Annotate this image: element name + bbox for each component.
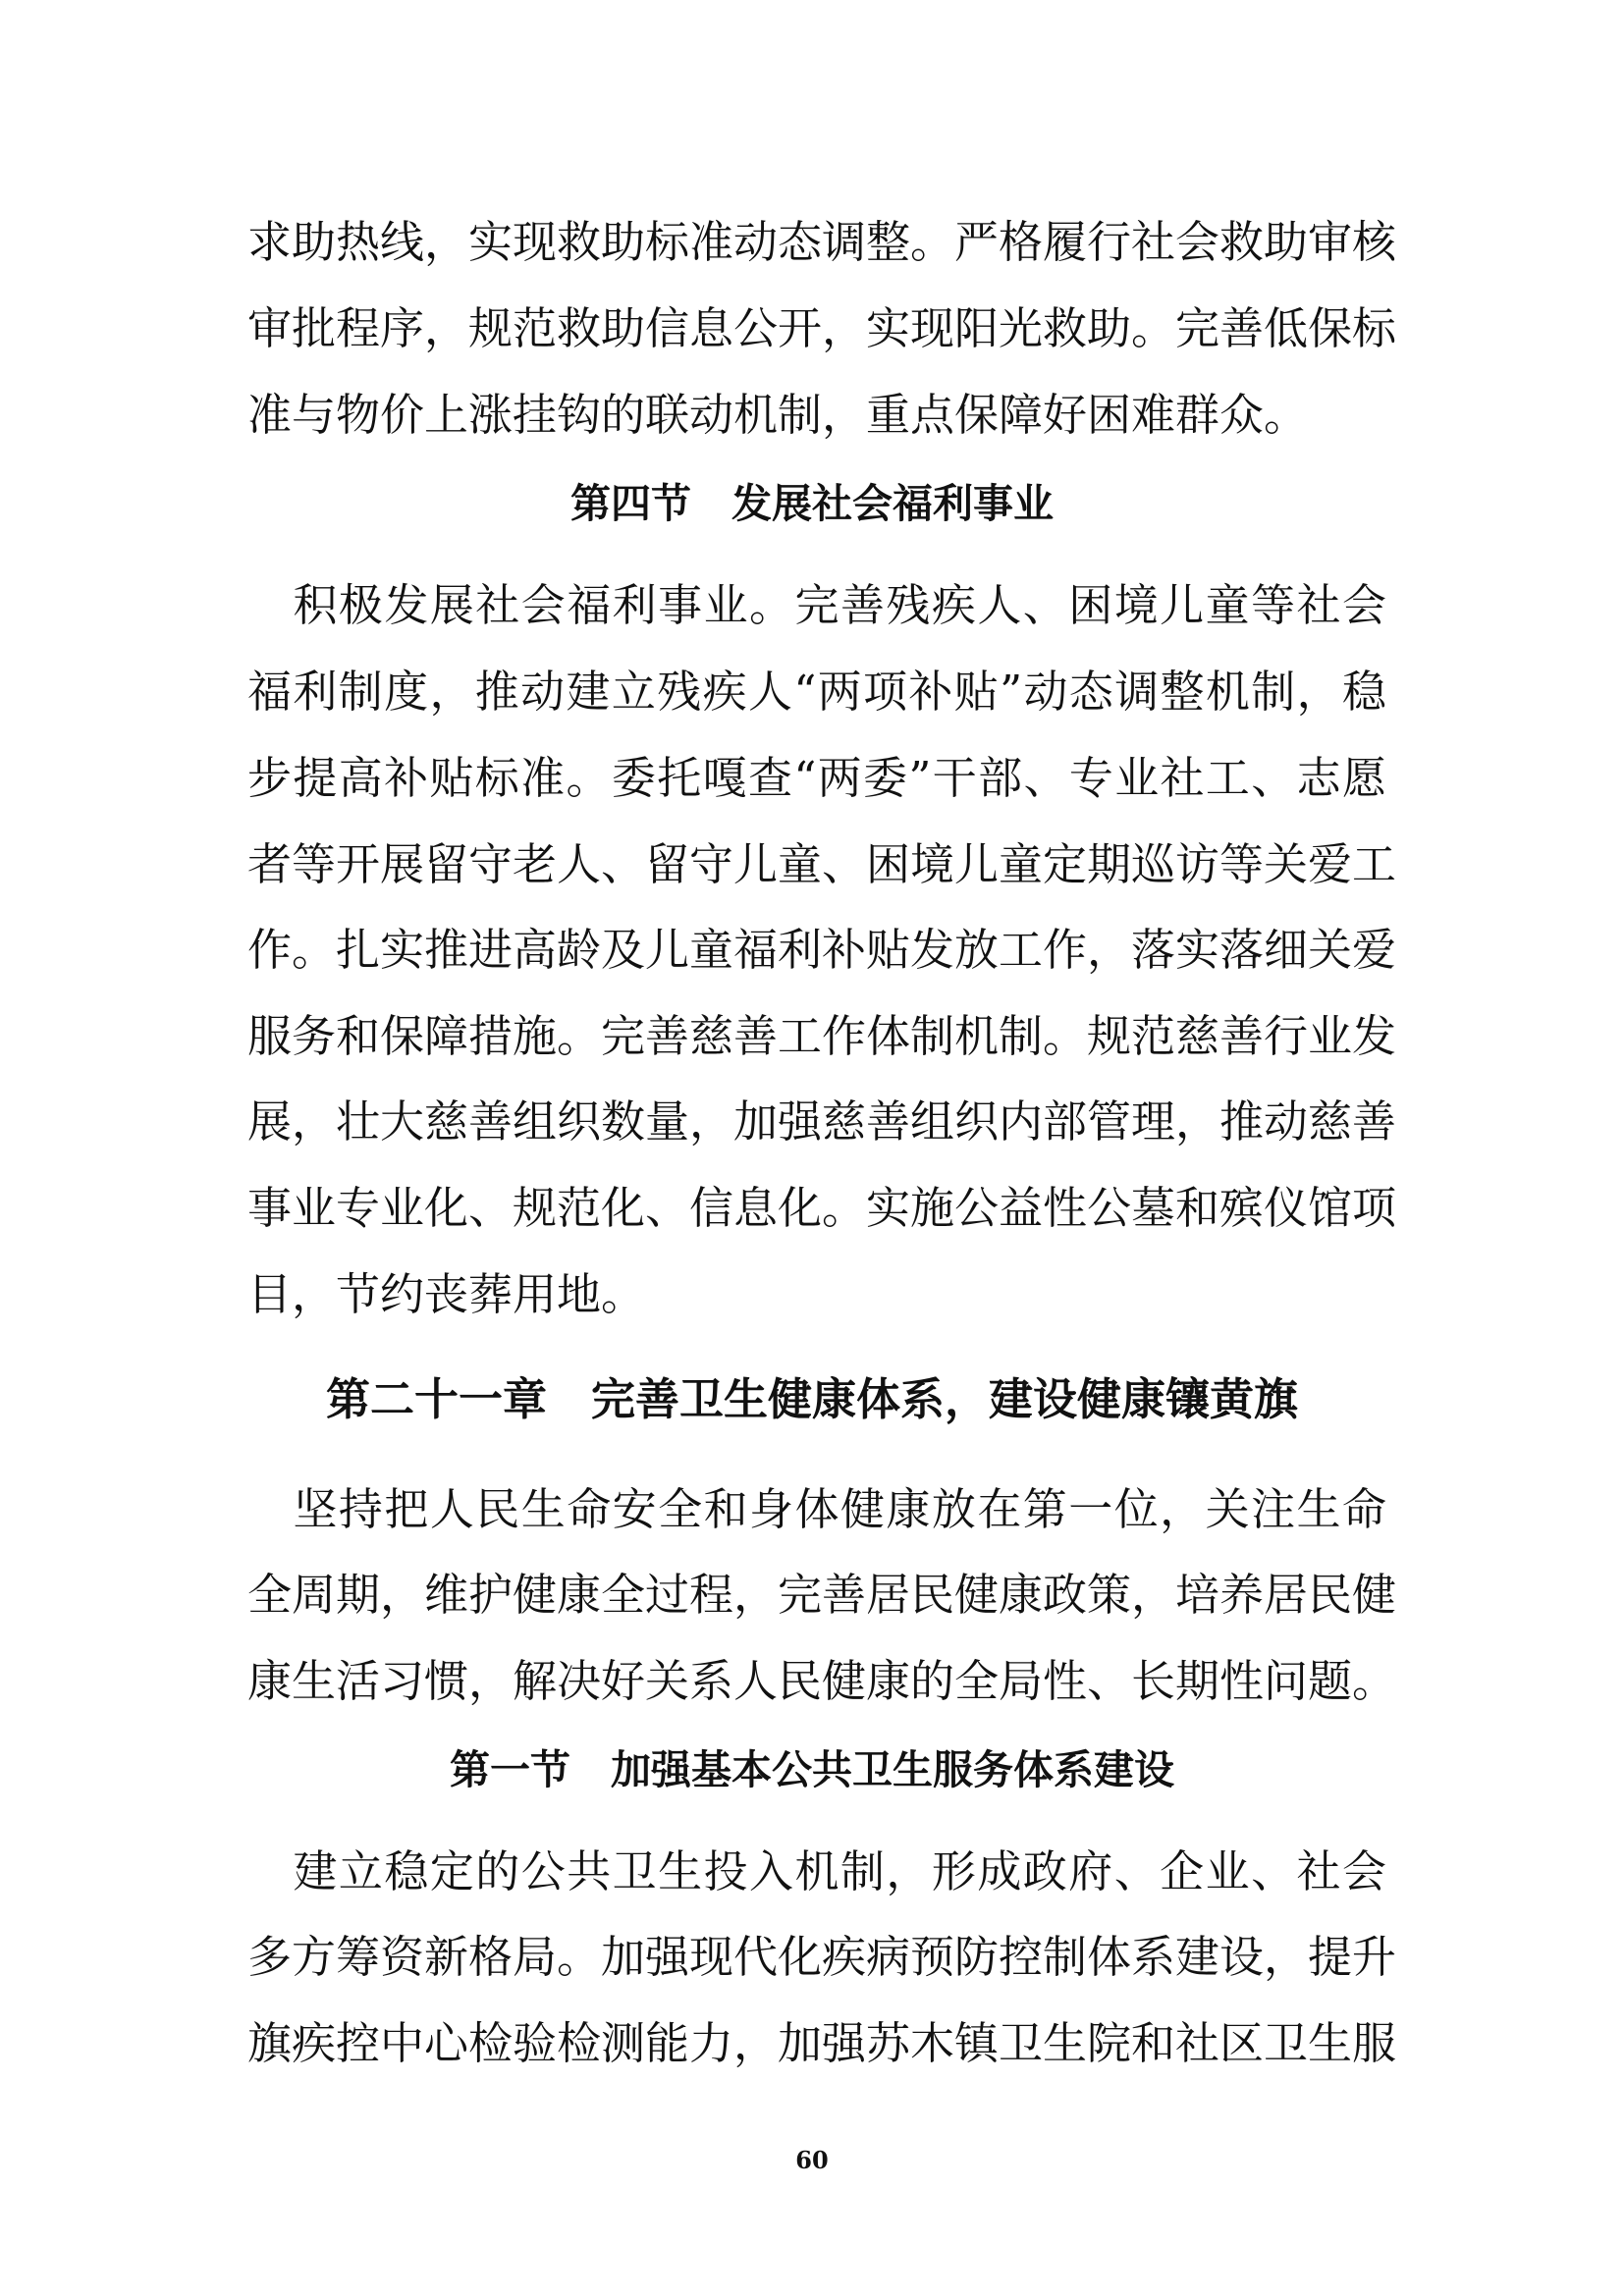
- paragraph-line: 福利制度，推动建立残疾人“两项补贴”动态调整机制，稳: [247, 666, 1386, 718]
- paragraph-line: 者等开展留守老人、留守儿童、困境儿童定期巡访等关爱工: [247, 838, 1397, 890]
- paragraph-line: 目，节约丧葬用地。: [247, 1268, 646, 1320]
- paragraph-line: 建立稳定的公共卫生投入机制，形成政府、企业、社会: [247, 1845, 1386, 1897]
- page-number: 60: [795, 2146, 829, 2174]
- paragraph-line: 作。扎实推进高龄及儿童福利补贴发放工作，落实落细关爱: [247, 924, 1397, 976]
- paragraph-line: 审批程序，规范救助信息公开，实现阳光救助。完善低保标: [247, 302, 1397, 354]
- paragraph-line: 事业专业化、规范化、信息化。实施公益性公墓和殡仪馆项: [247, 1182, 1397, 1234]
- paragraph-line: 步提高补贴标准。委托嘎查“两委”干部、专业社工、志愿: [247, 752, 1386, 804]
- section-heading: 第一节 加强基本公共卫生服务体系建设: [450, 1746, 1174, 1793]
- paragraph-line: 求助热线，实现救助标准动态调整。严格履行社会救助审核: [247, 216, 1397, 268]
- paragraph-line: 服务和保障措施。完善慈善工作体制机制。规范慈善行业发: [247, 1010, 1397, 1062]
- paragraph-line: 旗疾控中心检验检测能力，加强苏木镇卫生院和社区卫生服: [247, 2017, 1397, 2069]
- paragraph-line: 康生活习惯，解决好关系人民健康的全局性、长期性问题。: [247, 1655, 1397, 1707]
- paragraph-line: 积极发展社会福利事业。完善残疾人、困境儿童等社会: [247, 579, 1386, 631]
- paragraph-line: 展，壮大慈善组织数量，加强慈善组织内部管理，推动慈善: [247, 1095, 1397, 1148]
- paragraph-line: 准与物价上涨挂钩的联动机制，重点保障好困难群众。: [247, 389, 1309, 441]
- paragraph-line: 全周期，维护健康全过程，完善居民健康政策，培养居民健: [247, 1569, 1397, 1621]
- section-heading: 第四节 发展社会福利事业: [570, 480, 1054, 527]
- paragraph-line: 坚持把人民生命安全和身体健康放在第一位，关注生命: [247, 1483, 1386, 1535]
- chapter-heading: 第二十一章 完善卫生健康体系，建设健康镶黄旗: [325, 1373, 1298, 1425]
- paragraph-line: 多方筹资新格局。加强现代化疾病预防控制体系建设，提升: [247, 1931, 1397, 1983]
